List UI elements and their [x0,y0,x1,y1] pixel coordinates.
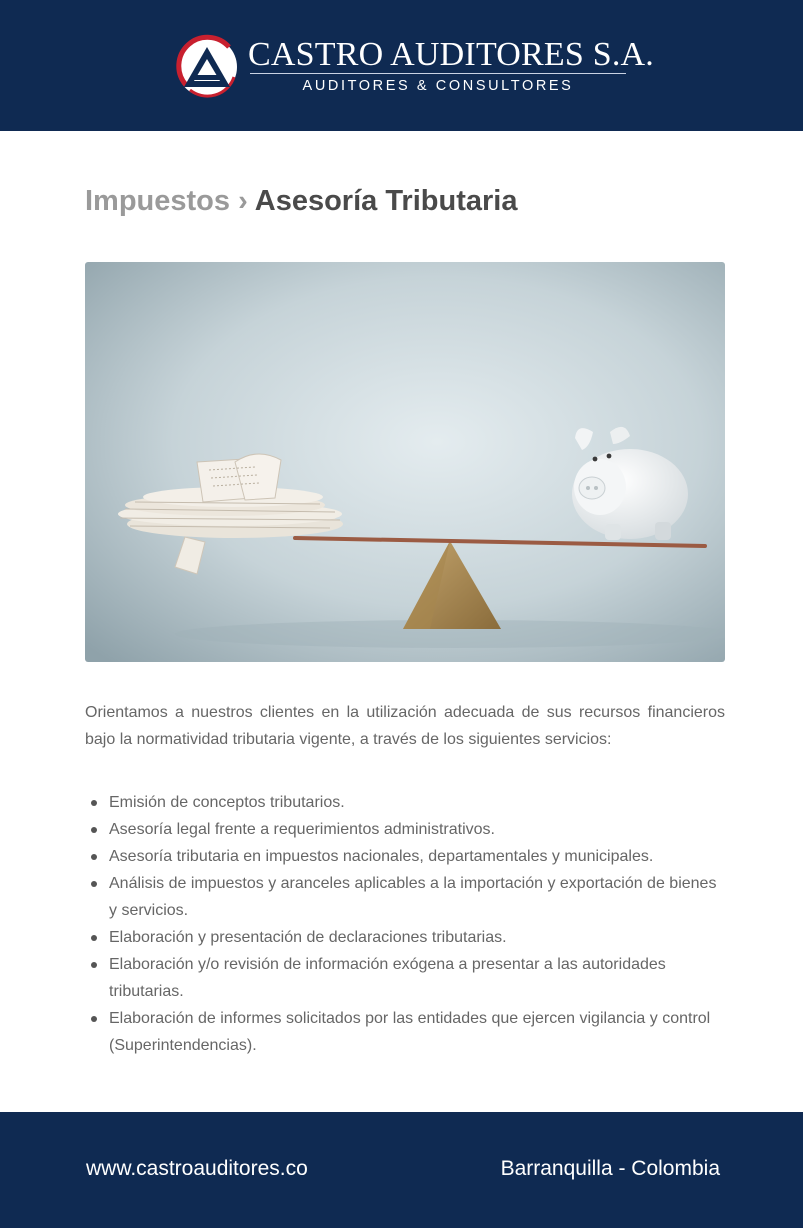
bullet-icon [91,935,97,941]
list-item [85,843,725,870]
page-title [85,183,517,219]
service-text: Análisis de impuestos y aranceles aplicables a la importación y exportación de bienes y servicios. [109,875,717,919]
list-item [85,789,725,816]
service-text: Elaboración de informes solicitados por las entidades que ejercen vigilancia y control (Superintendencias). [109,1010,711,1054]
intro-paragraph: Orientamos a nuestros clientes en la utilización adecuada de sus recursos financieros bajo la normatividad tributaria vigente, a través de los siguientes servicios: [85,704,725,748]
list-item [85,1005,725,1059]
service-text: Elaboración y/o revisión de información exógena a presentar a las autoridades tributarias. [109,956,666,1000]
breadcrumb-parent[interactable]: Impuestos [85,185,231,217]
list-item [85,924,725,951]
breadcrumb-current: Asesoría Tributaria [254,185,518,217]
service-text: Asesoría legal frente a requerimientos administrativos. [109,821,495,838]
brand-name[interactable]: CASTRO AUDITORES S.A. [248,36,654,73]
seesaw-illustration [85,262,725,662]
bullet-icon [91,1016,97,1022]
triangle-arc-logo-icon[interactable] [176,33,240,101]
bullet-icon [91,881,97,887]
brand-tagline: AUDITORES & CONSULTORES [302,78,574,94]
list-item [85,951,725,1005]
bullet-icon [91,800,97,806]
service-text: Emisión de conceptos tributarios. [109,794,345,811]
footer-website-link[interactable]: www.castroauditores.co [86,1157,308,1180]
site-header [0,0,803,131]
bullet-icon [91,854,97,860]
hero-image [85,262,725,662]
list-item [85,816,725,843]
service-text: Elaboración y presentación de declaraciones tributarias. [109,929,507,946]
list-item [85,870,725,924]
bullet-icon [91,962,97,968]
service-text: Asesoría tributaria en impuestos nacionales, departamentales y municipales. [109,848,654,865]
bullet-icon [91,827,97,833]
services-list [85,789,725,1059]
footer-location: Barranquilla - Colombia [500,1157,720,1180]
brand-divider [250,73,626,74]
breadcrumb-separator: › [238,185,248,217]
